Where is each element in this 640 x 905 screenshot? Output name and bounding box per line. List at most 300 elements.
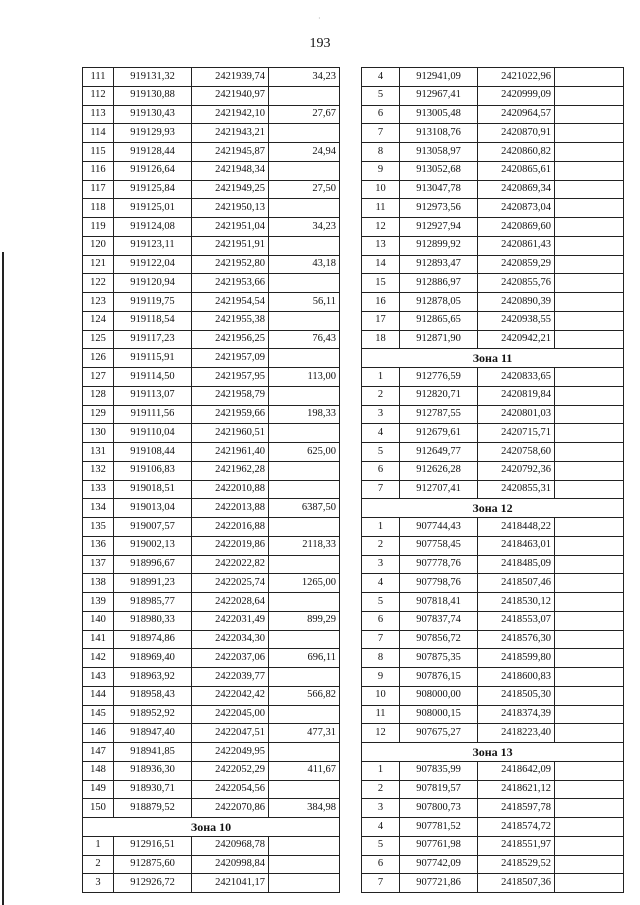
- x-coordinate-cell: 913108,76: [400, 124, 478, 143]
- point-number-cell: 135: [83, 518, 114, 537]
- point-number-cell: 2: [362, 780, 400, 799]
- table-row: [362, 443, 624, 462]
- point-number-cell: 15: [362, 274, 400, 293]
- segment-length-cell: [269, 593, 340, 612]
- table-row: [83, 199, 340, 218]
- y-coordinate-cell: 2421948,34: [192, 161, 269, 180]
- x-coordinate-cell: 907819,57: [400, 780, 478, 799]
- x-coordinate-cell: 919013,04: [114, 499, 192, 518]
- table-row: [83, 499, 340, 518]
- table-row: [362, 368, 624, 387]
- segment-length-cell: [555, 199, 624, 218]
- segment-length-cell: 566,82: [269, 686, 340, 705]
- x-coordinate-cell: 919113,07: [114, 386, 192, 405]
- table-row: [83, 274, 340, 293]
- point-number-cell: 13: [362, 236, 400, 255]
- x-coordinate-cell: 919007,57: [114, 518, 192, 537]
- segment-length-cell: [555, 536, 624, 555]
- x-coordinate-cell: 907856,72: [400, 630, 478, 649]
- y-coordinate-cell: 2421939,74: [192, 68, 269, 87]
- x-coordinate-cell: 919118,54: [114, 311, 192, 330]
- point-number-cell: 9: [362, 161, 400, 180]
- table-row: [83, 705, 340, 724]
- segment-length-cell: [269, 480, 340, 499]
- x-coordinate-cell: 918941,85: [114, 743, 192, 762]
- segment-length-cell: [555, 818, 624, 837]
- point-number-cell: 150: [83, 799, 114, 818]
- point-number-cell: 143: [83, 668, 114, 687]
- segment-length-cell: [555, 68, 624, 87]
- segment-length-cell: [555, 593, 624, 612]
- table-row: [362, 218, 624, 237]
- point-number-cell: 6: [362, 855, 400, 874]
- table-row: [83, 743, 340, 762]
- segment-length-cell: [555, 761, 624, 780]
- y-coordinate-cell: 2418485,09: [478, 555, 555, 574]
- segment-length-cell: 113,00: [269, 368, 340, 387]
- table-row: [362, 705, 624, 724]
- point-number-cell: 5: [362, 443, 400, 462]
- point-number-cell: 114: [83, 124, 114, 143]
- y-coordinate-cell: 2421954,54: [192, 293, 269, 312]
- table-row: [362, 761, 624, 780]
- x-coordinate-cell: 912893,47: [400, 255, 478, 274]
- point-number-cell: 18: [362, 330, 400, 349]
- table-row: [83, 461, 340, 480]
- x-coordinate-cell: 907742,09: [400, 855, 478, 874]
- x-coordinate-cell: 919126,64: [114, 161, 192, 180]
- y-coordinate-cell: 2418621,12: [478, 780, 555, 799]
- table-row: [83, 724, 340, 743]
- x-coordinate-cell: 918952,92: [114, 705, 192, 724]
- segment-length-cell: [555, 218, 624, 237]
- point-number-cell: 132: [83, 461, 114, 480]
- point-number-cell: 7: [362, 124, 400, 143]
- point-number-cell: 131: [83, 443, 114, 462]
- segment-length-cell: [269, 705, 340, 724]
- x-coordinate-cell: 918985,77: [114, 593, 192, 612]
- table-row: [83, 518, 340, 537]
- table-row: [362, 161, 624, 180]
- table-row: [83, 668, 340, 687]
- y-coordinate-cell: 2421955,38: [192, 311, 269, 330]
- zone-title: Зона 12: [362, 499, 624, 518]
- segment-length-cell: 27,50: [269, 180, 340, 199]
- y-coordinate-cell: 2422052,29: [192, 761, 269, 780]
- x-coordinate-cell: 918969,40: [114, 649, 192, 668]
- segment-length-cell: [269, 630, 340, 649]
- x-coordinate-cell: 913058,97: [400, 143, 478, 162]
- point-number-cell: 147: [83, 743, 114, 762]
- point-number-cell: 2: [83, 855, 114, 874]
- point-number-cell: 12: [362, 724, 400, 743]
- x-coordinate-cell: 919125,01: [114, 199, 192, 218]
- x-coordinate-cell: 907778,76: [400, 555, 478, 574]
- y-coordinate-cell: 2422010,88: [192, 480, 269, 499]
- table-row: [362, 799, 624, 818]
- x-coordinate-cell: 912626,28: [400, 461, 478, 480]
- segment-length-cell: [555, 668, 624, 687]
- y-coordinate-cell: 2421943,21: [192, 124, 269, 143]
- y-coordinate-cell: 2421951,04: [192, 218, 269, 237]
- table-row: [362, 686, 624, 705]
- y-coordinate-cell: 2418597,78: [478, 799, 555, 818]
- y-coordinate-cell: 2421041,17: [192, 874, 269, 893]
- page-number: 193: [309, 36, 331, 51]
- table-row: [83, 236, 340, 255]
- point-number-cell: 118: [83, 199, 114, 218]
- y-coordinate-cell: 2422016,88: [192, 518, 269, 537]
- x-coordinate-cell: 912865,65: [400, 311, 478, 330]
- table-row: [362, 180, 624, 199]
- segment-length-cell: [269, 668, 340, 687]
- zone-title: Зона 13: [362, 743, 624, 762]
- y-coordinate-cell: 2420855,31: [478, 480, 555, 499]
- point-number-cell: 121: [83, 255, 114, 274]
- point-number-cell: 141: [83, 630, 114, 649]
- segment-length-cell: [269, 236, 340, 255]
- x-coordinate-cell: 919119,75: [114, 293, 192, 312]
- y-coordinate-cell: 2421957,95: [192, 368, 269, 387]
- y-coordinate-cell: 2421959,66: [192, 405, 269, 424]
- x-coordinate-cell: 912973,56: [400, 199, 478, 218]
- point-number-cell: 133: [83, 480, 114, 499]
- point-number-cell: 16: [362, 293, 400, 312]
- x-coordinate-cell: 907800,73: [400, 799, 478, 818]
- y-coordinate-cell: 2421940,97: [192, 86, 269, 105]
- point-number-cell: 123: [83, 293, 114, 312]
- segment-length-cell: [555, 705, 624, 724]
- point-number-cell: 10: [362, 686, 400, 705]
- table-row: [83, 124, 340, 143]
- segment-length-cell: [555, 518, 624, 537]
- point-number-cell: 119: [83, 218, 114, 237]
- table-row: [83, 143, 340, 162]
- segment-length-cell: [555, 836, 624, 855]
- segment-length-cell: [555, 461, 624, 480]
- point-number-cell: 4: [362, 574, 400, 593]
- y-coordinate-cell: 2422025,74: [192, 574, 269, 593]
- y-coordinate-cell: 2422013,88: [192, 499, 269, 518]
- x-coordinate-cell: 919114,50: [114, 368, 192, 387]
- table-row: [83, 293, 340, 312]
- point-number-cell: 113: [83, 105, 114, 124]
- table-row: [362, 555, 624, 574]
- segment-length-cell: [269, 855, 340, 874]
- x-coordinate-cell: 907758,45: [400, 536, 478, 555]
- point-number-cell: 136: [83, 536, 114, 555]
- point-number-cell: 12: [362, 218, 400, 237]
- y-coordinate-cell: 2421942,10: [192, 105, 269, 124]
- x-coordinate-cell: 918947,40: [114, 724, 192, 743]
- y-coordinate-cell: 2420999,09: [478, 86, 555, 105]
- point-number-cell: 124: [83, 311, 114, 330]
- table-row: [83, 780, 340, 799]
- point-number-cell: 17: [362, 311, 400, 330]
- point-number-cell: 138: [83, 574, 114, 593]
- y-coordinate-cell: 2420801,03: [478, 405, 555, 424]
- segment-length-cell: 696,11: [269, 649, 340, 668]
- segment-length-cell: [269, 124, 340, 143]
- segment-length-cell: 34,23: [269, 68, 340, 87]
- x-coordinate-cell: 919111,56: [114, 405, 192, 424]
- segment-length-cell: [555, 611, 624, 630]
- table-row: [362, 668, 624, 687]
- zone-header-row: [362, 743, 624, 762]
- y-coordinate-cell: 2420860,82: [478, 143, 555, 162]
- segment-length-cell: 24,94: [269, 143, 340, 162]
- segment-length-cell: [555, 255, 624, 274]
- table-row: [362, 480, 624, 499]
- segment-length-cell: [555, 311, 624, 330]
- y-coordinate-cell: 2421962,28: [192, 461, 269, 480]
- table-row: [83, 161, 340, 180]
- segment-length-cell: [555, 368, 624, 387]
- point-number-cell: 6: [362, 105, 400, 124]
- x-coordinate-cell: 919124,08: [114, 218, 192, 237]
- segment-length-cell: [555, 405, 624, 424]
- point-number-cell: 146: [83, 724, 114, 743]
- segment-length-cell: [555, 330, 624, 349]
- table-row: [362, 649, 624, 668]
- x-coordinate-cell: 918879,52: [114, 799, 192, 818]
- point-number-cell: 125: [83, 330, 114, 349]
- x-coordinate-cell: 918991,23: [114, 574, 192, 593]
- x-coordinate-cell: 912967,41: [400, 86, 478, 105]
- table-row: [362, 630, 624, 649]
- segment-length-cell: [269, 555, 340, 574]
- scan-speck: ·: [318, 14, 321, 23]
- table-row: [83, 574, 340, 593]
- table-row: [83, 799, 340, 818]
- segment-length-cell: 2118,33: [269, 536, 340, 555]
- y-coordinate-cell: 2418507,36: [478, 874, 555, 893]
- y-coordinate-cell: 2422037,06: [192, 649, 269, 668]
- table-row: [362, 574, 624, 593]
- segment-length-cell: [269, 836, 340, 855]
- segment-length-cell: [555, 124, 624, 143]
- y-coordinate-cell: 2422047,51: [192, 724, 269, 743]
- point-number-cell: 111: [83, 68, 114, 87]
- table-row: [83, 368, 340, 387]
- table-row: [83, 330, 340, 349]
- y-coordinate-cell: 2422031,49: [192, 611, 269, 630]
- y-coordinate-cell: 2421960,51: [192, 424, 269, 443]
- x-coordinate-cell: 912649,77: [400, 443, 478, 462]
- table-row: [83, 836, 340, 855]
- x-coordinate-cell: 912926,72: [114, 874, 192, 893]
- point-number-cell: 4: [362, 818, 400, 837]
- x-coordinate-cell: 919002,13: [114, 536, 192, 555]
- y-coordinate-cell: 2421957,09: [192, 349, 269, 368]
- y-coordinate-cell: 2418505,30: [478, 686, 555, 705]
- point-number-cell: 127: [83, 368, 114, 387]
- y-coordinate-cell: 2421951,91: [192, 236, 269, 255]
- segment-length-cell: [555, 724, 624, 743]
- y-coordinate-cell: 2422034,30: [192, 630, 269, 649]
- x-coordinate-cell: 913005,48: [400, 105, 478, 124]
- x-coordinate-cell: 919130,88: [114, 86, 192, 105]
- y-coordinate-cell: 2422054,56: [192, 780, 269, 799]
- table-row: [362, 818, 624, 837]
- segment-length-cell: [269, 349, 340, 368]
- point-number-cell: 126: [83, 349, 114, 368]
- point-number-cell: 8: [362, 649, 400, 668]
- table-row: [362, 143, 624, 162]
- x-coordinate-cell: 912927,94: [400, 218, 478, 237]
- y-coordinate-cell: 2422019,86: [192, 536, 269, 555]
- x-coordinate-cell: 907721,86: [400, 874, 478, 893]
- y-coordinate-cell: 2422039,77: [192, 668, 269, 687]
- x-coordinate-cell: 908000,15: [400, 705, 478, 724]
- point-number-cell: 2: [362, 536, 400, 555]
- x-coordinate-cell: 907798,76: [400, 574, 478, 593]
- y-coordinate-cell: 2418374,39: [478, 705, 555, 724]
- segment-length-cell: [555, 293, 624, 312]
- x-coordinate-cell: 919125,84: [114, 180, 192, 199]
- y-coordinate-cell: 2422028,64: [192, 593, 269, 612]
- point-number-cell: 5: [362, 836, 400, 855]
- segment-length-cell: [555, 874, 624, 893]
- table-row: [83, 180, 340, 199]
- table-row: [83, 386, 340, 405]
- y-coordinate-cell: 2418530,12: [478, 593, 555, 612]
- y-coordinate-cell: 2420938,55: [478, 311, 555, 330]
- y-coordinate-cell: 2418507,46: [478, 574, 555, 593]
- table-row: [83, 761, 340, 780]
- y-coordinate-cell: 2418223,40: [478, 724, 555, 743]
- y-coordinate-cell: 2421953,66: [192, 274, 269, 293]
- x-coordinate-cell: 918980,33: [114, 611, 192, 630]
- table-row: [83, 555, 340, 574]
- y-coordinate-cell: 2420890,39: [478, 293, 555, 312]
- segment-length-cell: 411,67: [269, 761, 340, 780]
- table-row: [83, 255, 340, 274]
- y-coordinate-cell: 2418576,30: [478, 630, 555, 649]
- y-coordinate-cell: 2421950,13: [192, 199, 269, 218]
- segment-length-cell: 43,18: [269, 255, 340, 274]
- segment-length-cell: [555, 274, 624, 293]
- scan-edge-line: [2, 252, 4, 905]
- zone-title: Зона 11: [362, 349, 624, 368]
- segment-length-cell: [555, 105, 624, 124]
- segment-length-cell: [269, 518, 340, 537]
- table-row: [362, 386, 624, 405]
- x-coordinate-cell: 912916,51: [114, 836, 192, 855]
- y-coordinate-cell: 2420859,29: [478, 255, 555, 274]
- table-row: [362, 518, 624, 537]
- y-coordinate-cell: 2420869,60: [478, 218, 555, 237]
- point-number-cell: 145: [83, 705, 114, 724]
- segment-length-cell: [269, 874, 340, 893]
- zone-header-row: [362, 499, 624, 518]
- x-coordinate-cell: 913047,78: [400, 180, 478, 199]
- zone-title: Зона 10: [83, 818, 340, 837]
- table-row: [362, 536, 624, 555]
- segment-length-cell: [555, 480, 624, 499]
- table-row: [83, 68, 340, 87]
- segment-length-cell: 477,31: [269, 724, 340, 743]
- x-coordinate-cell: 912878,05: [400, 293, 478, 312]
- point-number-cell: 149: [83, 780, 114, 799]
- x-coordinate-cell: 912875,60: [114, 855, 192, 874]
- segment-length-cell: [555, 630, 624, 649]
- point-number-cell: 142: [83, 649, 114, 668]
- point-number-cell: 7: [362, 874, 400, 893]
- y-coordinate-cell: 2420758,60: [478, 443, 555, 462]
- segment-length-cell: [269, 780, 340, 799]
- table-row: [83, 593, 340, 612]
- x-coordinate-cell: 918958,43: [114, 686, 192, 705]
- y-coordinate-cell: 2420869,34: [478, 180, 555, 199]
- y-coordinate-cell: 2421952,80: [192, 255, 269, 274]
- segment-length-cell: [555, 86, 624, 105]
- y-coordinate-cell: 2422042,42: [192, 686, 269, 705]
- x-coordinate-cell: 919122,04: [114, 255, 192, 274]
- point-number-cell: 144: [83, 686, 114, 705]
- segment-length-cell: [269, 311, 340, 330]
- segment-length-cell: [555, 649, 624, 668]
- point-number-cell: 6: [362, 611, 400, 630]
- x-coordinate-cell: 912941,09: [400, 68, 478, 87]
- y-coordinate-cell: 2420964,57: [478, 105, 555, 124]
- x-coordinate-cell: 919128,44: [114, 143, 192, 162]
- segment-length-cell: 34,23: [269, 218, 340, 237]
- x-coordinate-cell: 907781,52: [400, 818, 478, 837]
- x-coordinate-cell: 912820,71: [400, 386, 478, 405]
- segment-length-cell: [555, 574, 624, 593]
- segment-length-cell: [269, 743, 340, 762]
- segment-length-cell: [269, 86, 340, 105]
- point-number-cell: 11: [362, 705, 400, 724]
- x-coordinate-cell: 913052,68: [400, 161, 478, 180]
- point-number-cell: 5: [362, 86, 400, 105]
- table-row: [362, 236, 624, 255]
- y-coordinate-cell: 2420833,65: [478, 368, 555, 387]
- y-coordinate-cell: 2422045,00: [192, 705, 269, 724]
- point-number-cell: 1: [83, 836, 114, 855]
- table-row: [83, 649, 340, 668]
- x-coordinate-cell: 912886,97: [400, 274, 478, 293]
- point-number-cell: 129: [83, 405, 114, 424]
- point-number-cell: 5: [362, 593, 400, 612]
- y-coordinate-cell: 2420998,84: [192, 855, 269, 874]
- table-row: [362, 86, 624, 105]
- y-coordinate-cell: 2418574,72: [478, 818, 555, 837]
- point-number-cell: 139: [83, 593, 114, 612]
- segment-length-cell: [269, 161, 340, 180]
- y-coordinate-cell: 2421022,96: [478, 68, 555, 87]
- x-coordinate-cell: 907675,27: [400, 724, 478, 743]
- segment-length-cell: 899,29: [269, 611, 340, 630]
- segment-length-cell: [555, 180, 624, 199]
- x-coordinate-cell: 918930,71: [114, 780, 192, 799]
- point-number-cell: 3: [362, 799, 400, 818]
- table-row: [83, 349, 340, 368]
- segment-length-cell: [269, 274, 340, 293]
- x-coordinate-cell: 907876,15: [400, 668, 478, 687]
- x-coordinate-cell: 907744,43: [400, 518, 478, 537]
- table-row: [362, 105, 624, 124]
- table-row: [83, 424, 340, 443]
- y-coordinate-cell: 2420873,04: [478, 199, 555, 218]
- segment-length-cell: 27,67: [269, 105, 340, 124]
- table-row: [362, 836, 624, 855]
- segment-length-cell: 6387,50: [269, 499, 340, 518]
- segment-length-cell: [269, 424, 340, 443]
- point-number-cell: 9: [362, 668, 400, 687]
- point-number-cell: 2: [362, 386, 400, 405]
